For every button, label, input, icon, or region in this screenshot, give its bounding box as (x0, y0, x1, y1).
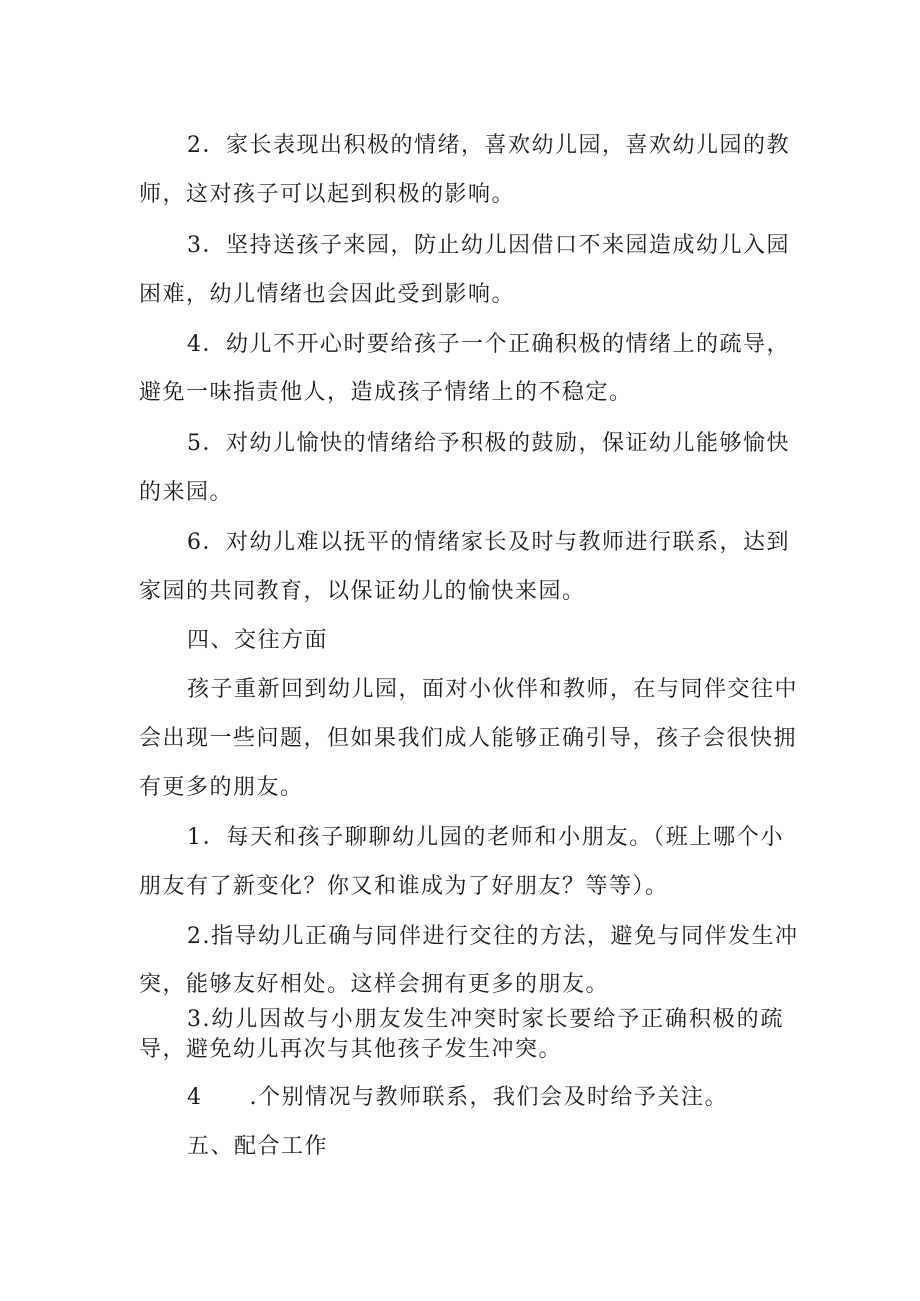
item-5-line-2: 的来园。 (139, 480, 234, 505)
item-4-line-2: 避免一味指责他人，造成孩子情绪上的不稳定。 (139, 380, 633, 405)
section-heading-cooperation: 五、配合工作 (187, 1134, 329, 1159)
item-3-line-1: 3．坚持送孩子来园，防止幼儿因借口不来园造成幼儿入园 (187, 233, 790, 258)
comm-item-1-line-2: 朋友有了新变化？你又和谁成为了好朋友？等等）。 (139, 874, 669, 899)
intro-paragraph-line-2: 会出现一些问题，但如果我们成人能够正确引导，孩子会很快拥 (139, 726, 798, 751)
intro-paragraph-line-3: 有更多的朋友。 (139, 775, 304, 800)
comm-item-1-line-1: 1．每天和孩子聊聊幼儿园的老师和小朋友。（班上哪个小 (187, 825, 784, 850)
comm-item-3-line-2: 导，避免幼儿再次与其他孩子发生冲突。 (139, 1037, 563, 1062)
comm-item-3-line-1: 3.幼儿因故与小朋友发生冲突时家长要给予正确积极的疏 (187, 1007, 784, 1032)
item-4-line-1: 4．幼儿不开心时要给孩子一个正确积极的情绪上的疏导， (187, 332, 790, 357)
item-6-line-1: 6．对幼儿难以抚平的情绪家长及时与教师进行联系，达到 (187, 530, 790, 555)
item-6-line-2: 家园的共同教育，以保证幼儿的愉快来园。 (139, 579, 586, 604)
intro-paragraph-line-1: 孩子重新回到幼儿园，面对小伙伴和教师，在与同伴交往中 (187, 677, 799, 702)
section-heading-communication: 四、交往方面 (187, 628, 329, 653)
item-3-line-2: 困难，幼儿情绪也会因此受到影响。 (139, 282, 516, 307)
item-5-line-1: 5．对幼儿愉快的情绪给予积极的鼓励，保证幼儿能够愉快 (187, 431, 790, 456)
item-2-line-1: 2．家长表现出积极的情绪，喜欢幼儿园，喜欢幼儿园的教 (187, 133, 790, 158)
item-2-line-2: 师，这对孩子可以起到积极的影响。 (139, 182, 516, 207)
comm-item-4-line-1: 4 .个别情况与教师联系，我们会及时给予关注。 (187, 1085, 728, 1110)
comm-item-2-line-2: 突，能够友好相处。这样会拥有更多的朋友。 (139, 972, 610, 997)
comm-item-2-line-1: 2.指导幼儿正确与同伴进行交往的方法，避免与同伴发生冲 (187, 924, 799, 949)
